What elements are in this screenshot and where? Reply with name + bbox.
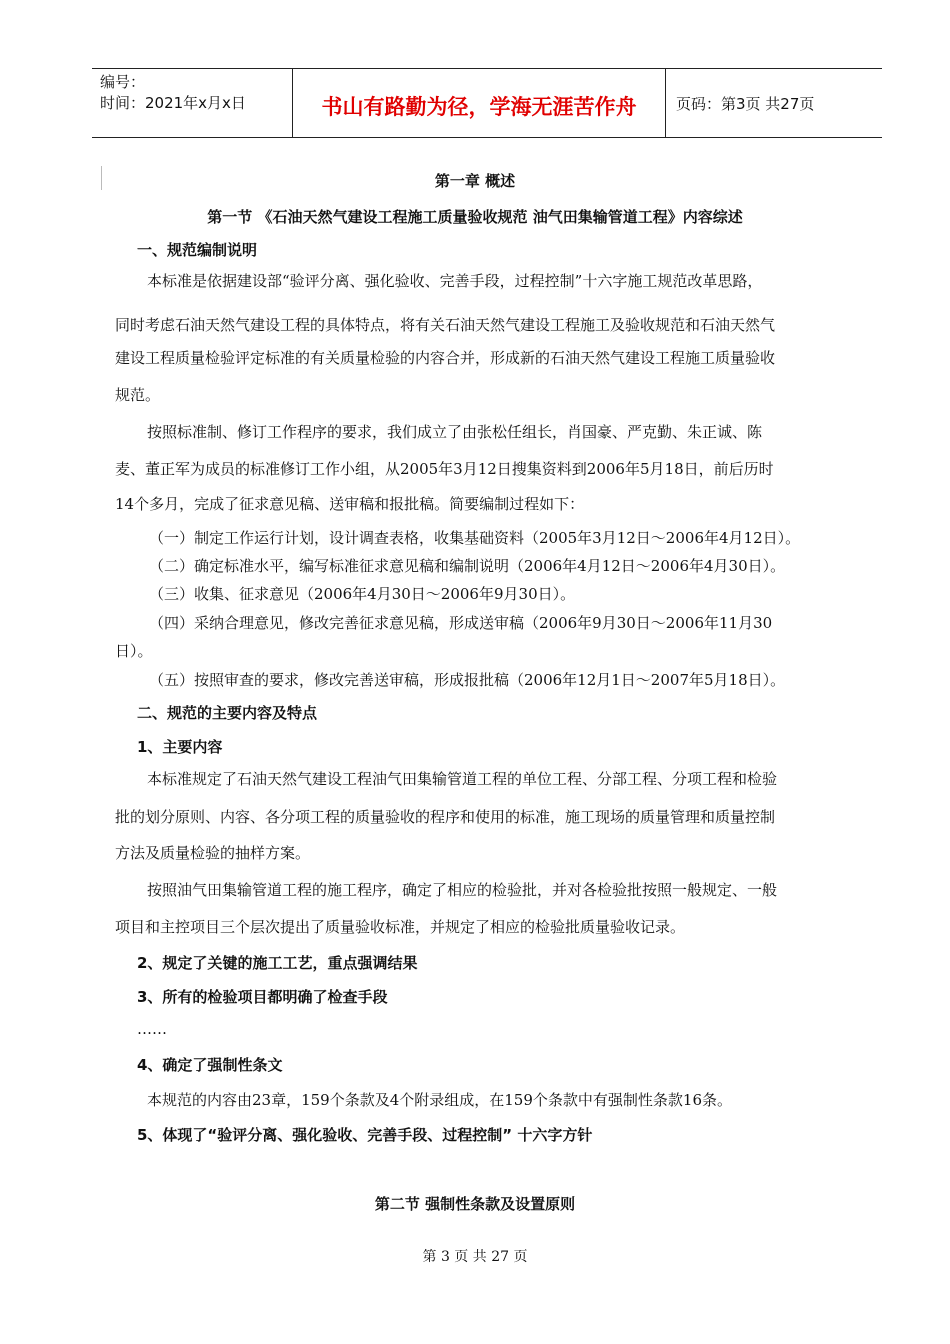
section1-title: 第一节 《石油天然气建设工程施工质量验收规范 油气田集输管道工程》内容综述 [207,208,743,226]
subheading: 4、确定了强制性条文 [137,1056,283,1074]
section2-title: 第二节 强制性条款及设置原则 [374,1195,576,1213]
part1-heading: 一、规范编制说明 [137,241,258,259]
header-right-cell [666,69,882,137]
subheading: 1、主要内容 [137,738,223,756]
header-middle-cell [292,69,666,137]
paragraph-line: 批的划分原则、内容、各分项工程的质量验收的程序和使用的标准，施工现场的质量管理和质量控制 [115,808,776,826]
paragraph-line: 项目和主控项目三个层次提出了质量验收标准，并规定了相应的检验批质量验收记录。 [115,918,686,936]
paragraph-line: 规范。 [115,386,161,404]
paragraph-line: 麦、董正军为成员的标准修订工作小组，从2005年3月12日搜集资料到2006年5月18日，前后历时 [115,460,774,478]
header-number-label: 编号： [100,73,146,91]
paragraph-line: 按照标准制、修订工作程序的要求，我们成立了由张松任组长，肖国豪、严克勤、朱正诚、陈 [147,423,763,441]
part2-heading: 二、规范的主要内容及特点 [137,704,318,722]
paragraph-line: 方法及质量检验的抽样方案。 [115,844,311,862]
page-header [92,68,882,138]
paragraph-line: 本标准是依据建设部“验评分离、强化验收、完善手段，过程控制”十六字施工规范改革思路， [147,272,763,290]
header-page-info: 页码：第3页 共27页 [676,95,815,113]
header-date: 时间：2021年x月x日 [100,94,246,112]
ellipsis: …… [137,1020,167,1038]
subheading: 2、规定了关键的施工工艺，重点强调结果 [137,954,418,972]
step-line: （四）采纳合理意见，修改完善征求意见稿，形成送审稿（2006年9月30日～2006年11月30 [149,614,773,632]
step-line: 日）。 [115,642,153,660]
paragraph-line: 本规范的内容由23章，159个条款及4个附录组成，在159个条款中有强制性条款16条。 [147,1091,732,1109]
page-footer: 第 3 页 共 27 页 [422,1249,528,1265]
step-line: （一）制定工作运行计划，设计调查表格，收集基础资料（2005年3月12日～2006年4月12日）。 [149,529,801,547]
step-line: （二）确定标准水平，编写标准征求意见稿和编制说明（2006年4月12日～2006年4月30日）。 [149,557,786,575]
paragraph-line: 同时考虑石油天然气建设工程的具体特点，将有关石油天然气建设工程施工及验收规范和石油天然气 [115,316,776,334]
step-line: （五）按照审查的要求，修改完善送审稿，形成报批稿（2006年12月1日～2007年5月18日）。 [149,671,786,689]
step-line: （三）收集、征求意见（2006年4月30日～2006年9月30日）。 [149,585,576,603]
header-left-cell [92,69,292,137]
header-motto: 书山有路勤为径，学海无涯苦作舟 [321,95,637,119]
subheading: 5、体现了“验评分离、强化验收、完善手段、过程控制” 十六字方针 [137,1126,593,1144]
chapter-title: 第一章 概述 [434,172,516,190]
paragraph-line: 本标准规定了石油天然气建设工程油气田集输管道工程的单位工程、分部工程、分项工程和检验 [147,770,778,788]
paragraph-line: 建设工程质量检验评定标准的有关质量检验的内容合并，形成新的石油天然气建设工程施工质量验收 [115,349,776,367]
paragraph-line: 14个多月，完成了征求意见稿、送审稿和报批稿。简要编制过程如下： [115,495,585,513]
paragraph-line: 按照油气田集输管道工程的施工程序，确定了相应的检验批，并对各检验批按照一般规定、一般 [147,881,778,899]
subheading: 3、所有的检验项目都明确了检查手段 [137,988,388,1006]
